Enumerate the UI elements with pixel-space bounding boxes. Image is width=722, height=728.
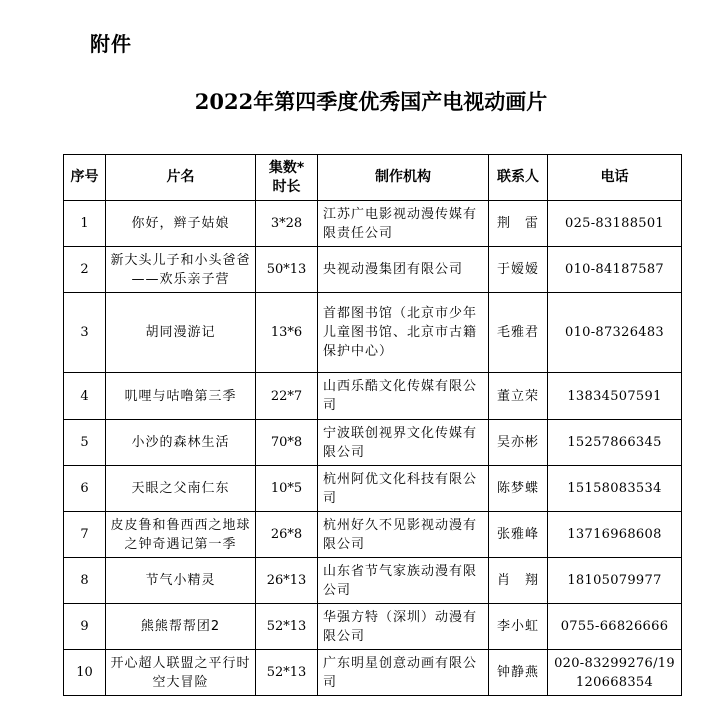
header-producer: 制作机构 [318,155,489,201]
row-name: 天眼之父南仁东 [106,466,256,512]
header-episodes-line1: 集数* [268,159,305,176]
row-producer: 杭州阿优文化科技有限公司 [318,466,489,512]
row-index: 8 [64,558,106,604]
row-episodes: 10*5 [256,466,318,512]
row-index: 5 [64,420,106,466]
row-producer: 山西乐酷文化传媒有限公司 [318,373,489,420]
row-contact: 荆 雷 [489,201,548,247]
row-index: 3 [64,293,106,373]
row-phone: 13834507591 [548,373,682,420]
row-name: 开心超人联盟之平行时空大冒险 [106,650,256,696]
row-producer: 广东明星创意动画有限公司 [318,650,489,696]
table-row [64,558,682,604]
table-row [64,247,682,293]
row-contact: 吴亦彬 [489,420,548,466]
row-episodes: 50*13 [256,247,318,293]
row-contact: 董立荣 [489,373,548,420]
header-name: 片名 [106,155,256,201]
row-phone: 010-87326483 [548,293,682,373]
row-contact: 毛雅君 [489,293,548,373]
row-index: 7 [64,512,106,558]
row-name: 小沙的森林生活 [106,420,256,466]
row-producer: 杭州好久不见影视动漫有限公司 [318,512,489,558]
row-name: 新大头儿子和小头爸爸——欢乐亲子营 [106,247,256,293]
row-name: 叽哩与咕噜第三季 [106,373,256,420]
row-producer: 华强方特（深圳）动漫有限公司 [318,604,489,650]
row-producer: 宁波联创视界文化传媒有限公司 [318,420,489,466]
row-episodes: 22*7 [256,373,318,420]
row-contact: 张雅峰 [489,512,548,558]
row-contact: 钟静燕 [489,650,548,696]
row-contact: 于嫒嫒 [489,247,548,293]
row-phone: 020-83299276/19120668354 [548,650,682,696]
row-index: 4 [64,373,106,420]
table-row [64,293,682,373]
row-episodes: 70*8 [256,420,318,466]
row-phone: 15257866345 [548,420,682,466]
table-row [64,604,682,650]
row-index: 10 [64,650,106,696]
row-phone: 15158083534 [548,466,682,512]
row-name: 胡同漫游记 [106,293,256,373]
row-episodes: 52*13 [256,604,318,650]
header-contact: 联系人 [489,155,548,201]
row-producer: 首都图书馆（北京市少年儿童图书馆、北京市古籍保护中心） [318,293,489,373]
row-index: 1 [64,201,106,247]
row-episodes: 26*8 [256,512,318,558]
table-row [64,512,682,558]
table-row [64,201,682,247]
row-phone: 010-84187587 [548,247,682,293]
header-episodes-line2: 时长 [272,178,301,195]
row-episodes: 52*13 [256,650,318,696]
attachment-label: 附件 [90,32,132,56]
table-row [64,420,682,466]
row-index: 2 [64,247,106,293]
row-phone: 13716968608 [548,512,682,558]
animation-list-table [63,154,682,696]
header-index: 序号 [64,155,106,201]
row-name: 你好，辫子姑娘 [106,201,256,247]
row-episodes: 3*28 [256,201,318,247]
row-name: 节气小精灵 [106,558,256,604]
row-phone: 0755-66826666 [548,604,682,650]
row-producer: 江苏广电影视动漫传媒有限责任公司 [318,201,489,247]
document-title: 2022年第四季度优秀国产电视动画片 [194,89,548,114]
row-name: 熊熊帮帮团2 [106,604,256,650]
row-phone: 18105079977 [548,558,682,604]
table-row [64,466,682,512]
row-producer: 央视动漫集团有限公司 [318,247,489,293]
row-name: 皮皮鲁和鲁西西之地球之钟奇遇记第一季 [106,512,256,558]
table-row [64,373,682,420]
row-episodes: 26*13 [256,558,318,604]
row-contact: 李小虹 [489,604,548,650]
row-index: 9 [64,604,106,650]
row-producer: 山东省节气家族动漫有限公司 [318,558,489,604]
row-index: 6 [64,466,106,512]
header-phone: 电话 [548,155,682,201]
row-contact: 肖 翔 [489,558,548,604]
row-episodes: 13*6 [256,293,318,373]
table-header-row [64,155,682,201]
table-row [64,650,682,696]
header-episodes [256,155,318,201]
row-phone: 025-83188501 [548,201,682,247]
row-contact: 陈梦蝶 [489,466,548,512]
